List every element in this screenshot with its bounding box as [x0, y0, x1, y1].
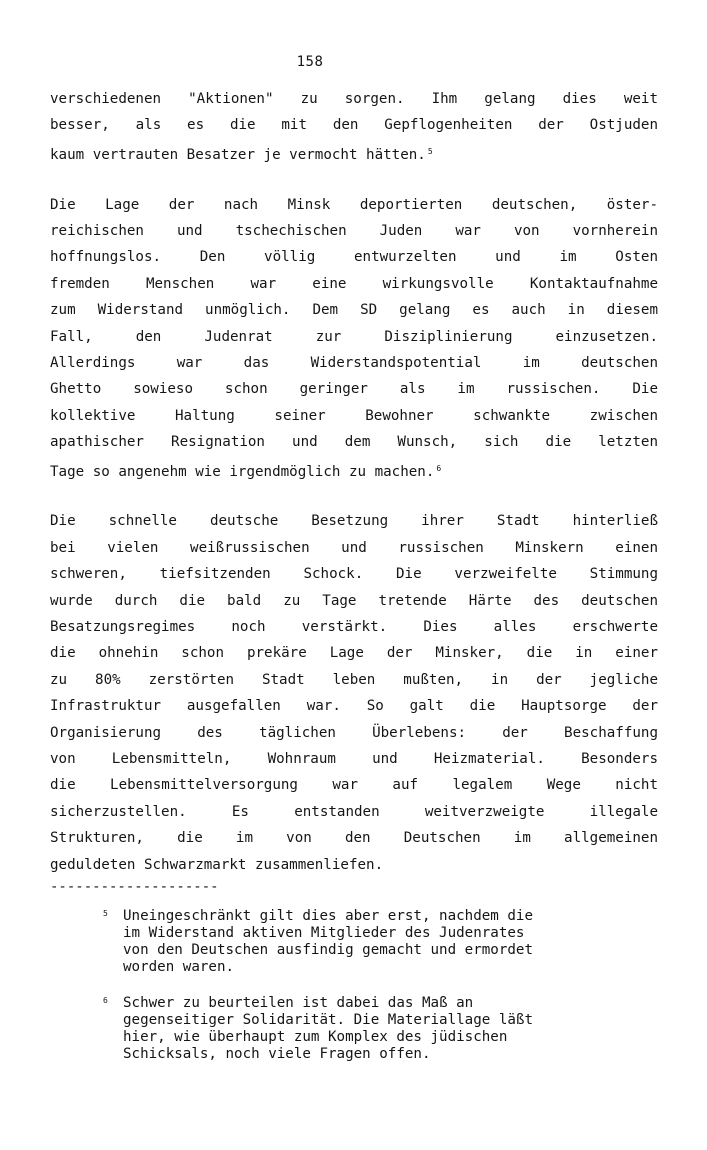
footnotes	[105, 908, 640, 1082]
footnote-line: Uneingeschränkt gilt dies aber erst, nachdem die	[123, 908, 533, 924]
text-line: kollektive Haltung seiner Bewohner schwankte zwischen	[50, 407, 658, 424]
text-line: Ghetto sowieso schon geringer als im russischen. Die	[50, 381, 658, 398]
text-line: wurde durch die bald zu Tage tretende Härte des deutschen	[50, 592, 658, 609]
footnote-separator: --------------------	[50, 879, 219, 895]
text-line: die ohnehin schon prekäre Lage der Minsker, die in einer	[50, 645, 658, 662]
footnote-line: worden waren.	[123, 959, 235, 975]
text-line: Die Lage der nach Minsk deportierten deutschen, öster-	[50, 196, 658, 213]
footnote	[105, 908, 640, 976]
text-line: hoffnungslos. Den völlig entwurzelten und im Osten	[50, 249, 658, 266]
text-line: Fall, den Judenrat zur Disziplinierung einzusetzen.	[50, 328, 658, 345]
text-line: kaum vertrauten Besatzer je vermocht hätten. $^5$	[50, 146, 433, 163]
text-line: die Lebensmittelversorgung war auf legalem Wege nicht	[50, 777, 658, 794]
text-line: bei vielen weißrussischen und russischen Minskern einen	[50, 539, 658, 556]
text-line: Strukturen, die im von den Deutschen im allgemeinen	[50, 830, 658, 847]
footnote-line: von den Deutschen ausfindig gemacht und ermordet	[123, 942, 533, 958]
body-text	[50, 86, 658, 904]
text-line: besser, als es die mit den Gepflogenheiten der Ostjuden	[50, 117, 658, 134]
text-line: Die schnelle deutsche Besetzung ihrer Stadt hinterließ	[50, 513, 658, 530]
footnote	[105, 995, 640, 1063]
footnote-reference[interactable]: 5	[427, 146, 433, 156]
text-line: geduldeten Schwarzmarkt zusammenliefen.	[50, 856, 384, 873]
text-line: fremden Menschen war eine wirkungsvolle Kontaktaufnahme	[50, 275, 658, 292]
footnote-line: im Widerstand aktiven Mitglieder des Judenrates	[123, 925, 525, 941]
text-line: Besatzungsregimes noch verstärkt. Dies alles erschwerte	[50, 619, 658, 636]
footnote-line: Schwer zu beurteilen ist dabei das Maß an	[123, 995, 474, 1011]
footnote-mark: 6	[103, 996, 108, 1005]
text-line: zum Widerstand unmöglich. Dem SD gelang es auch in diesem	[50, 302, 658, 319]
footnote-text	[123, 908, 640, 976]
footnote-line: Schicksals, noch viele Fragen offen.	[123, 1046, 431, 1062]
footnote-text	[123, 995, 640, 1063]
paragraph	[50, 508, 658, 877]
text-line: verschiedenen "Aktionen" zu sorgen. Ihm gelang dies weit	[50, 91, 658, 107]
text-line: reichischen und tschechischen Juden war von vornherein	[50, 223, 658, 240]
paragraph	[50, 192, 658, 482]
footnote-mark: 5	[103, 909, 108, 918]
text-line: Organisierung des täglichen Überlebens: der Beschaffung	[50, 724, 658, 741]
text-line: schweren, tiefsitzenden Schock. Die verzweifelte Stimmung	[50, 566, 658, 583]
paragraph	[50, 86, 658, 165]
text-line: Tage so angenehm wie irgendmöglich zu machen. $^6$	[50, 463, 442, 480]
page-number: 158	[296, 54, 324, 70]
text-line: zu 80% zerstörten Stadt leben mußten, in der jegliche	[50, 671, 658, 688]
footnote-line: hier, wie überhaupt zum Komplex des jüdischen	[123, 1029, 508, 1045]
text-line: Allerdings war das Widerstandspotential im deutschen	[50, 355, 658, 372]
text-line: Infrastruktur ausgefallen war. So galt die Hauptsorge der	[50, 698, 658, 715]
footnote-line: gegenseitiger Solidarität. Die Materiallage läßt	[123, 1012, 533, 1028]
text-line: apathischer Resignation und dem Wunsch, sich die letzten	[50, 434, 658, 451]
footnote-reference[interactable]: 6	[436, 463, 442, 473]
text-line: sicherzustellen. Es entstanden weitverzweigte illegale	[50, 803, 658, 820]
text-line: von Lebensmitteln, Wohnraum und Heizmaterial. Besonders	[50, 750, 658, 767]
